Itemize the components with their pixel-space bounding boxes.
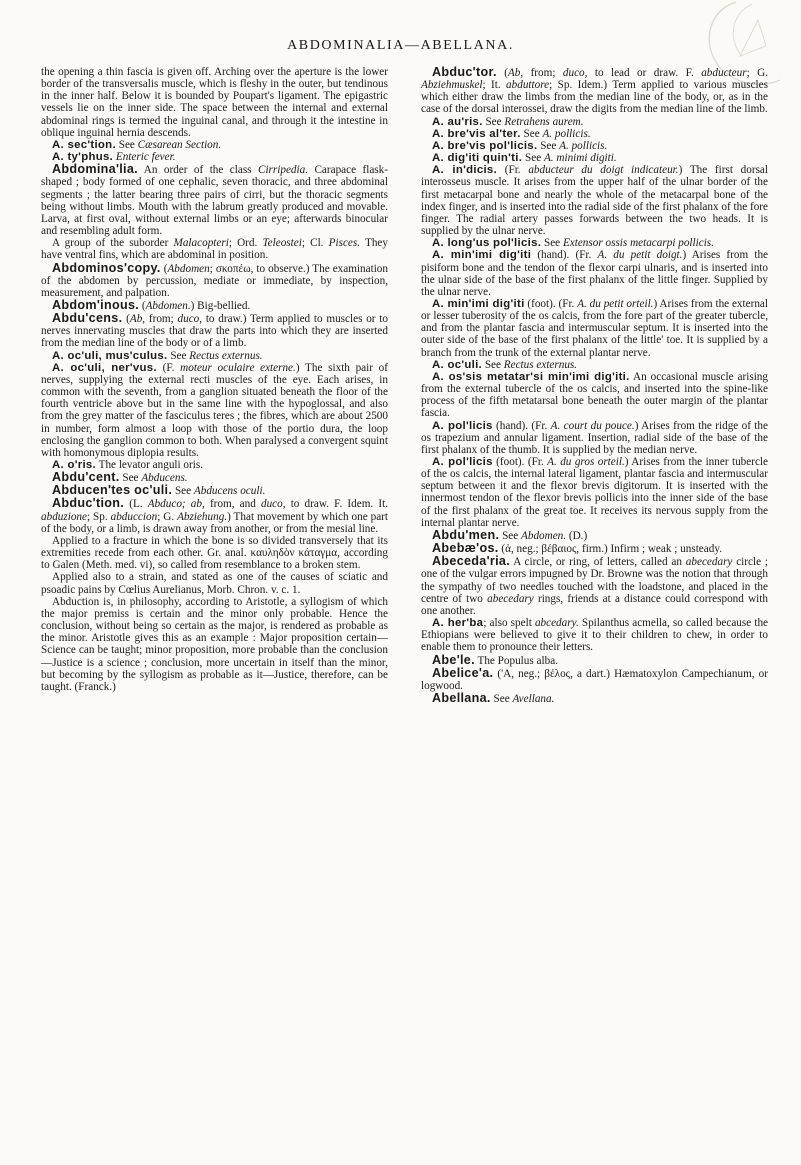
dictionary-entry bbox=[421, 128, 768, 140]
entry-text: Abduction is, in philosophy, according to Aristotle, a syllogism of which the major premiss is certain and the minor only probable. Hence the conclusion, without being so certain as the major, is rendered as probable as the minor. Aristotle gives this as an example : Major proposition certain—Science can be taught; minor proposition, more probable than the conclusion—Justice is a science ; conclusion, more uncertain in itself than the minor, but becoming by the syllogism as probable as it—Justice, therefore, can be taught. (Franck.) bbox=[41, 595, 388, 693]
italic-text: Pisces. bbox=[328, 237, 361, 250]
dictionary-entry bbox=[41, 535, 388, 571]
italic-text: Extensor ossis metacarpi pollicis. bbox=[562, 237, 714, 250]
sub-headword: A. in'dicis. bbox=[432, 164, 498, 177]
dictionary-entry bbox=[421, 371, 768, 420]
dictionary-entry bbox=[421, 667, 768, 692]
running-header: ABDOMINALIA—ABELLANA. bbox=[287, 38, 514, 53]
entry-text: The levator anguli oris. bbox=[96, 459, 204, 471]
entry-text: the opening a thin fascia is given off. Arching over the aperture is the lower border of the transversalis muscle, which is fleshy in the outer, but tendinous in the inner half. Below it is bounded by Poupart's ligament. The epigastric vessels lie on the inner side. The space between the internal and external abdominal rings is termed the inguinal canal, and through it the intestine in oblique inguinal hernia descends. bbox=[41, 66, 388, 139]
italic-text: Abdomen. bbox=[521, 529, 567, 542]
sub-headword: A. sec'tion. bbox=[52, 138, 116, 151]
italic-text: Teleostei bbox=[262, 237, 302, 250]
headword: Abdu'men. bbox=[432, 527, 500, 542]
entry-text: ; Ord. bbox=[228, 237, 263, 250]
entry-text: ( bbox=[139, 299, 146, 312]
italic-text: Retrahens aurem. bbox=[504, 115, 584, 128]
dictionary-entry bbox=[421, 237, 768, 249]
entry-text: ; It. bbox=[482, 79, 507, 92]
headword: Abellana. bbox=[432, 690, 491, 705]
entry-text: ('A, neg.; βέλος, a dart.) Hæmatoxylon Campechianum, or logwood. bbox=[421, 667, 768, 692]
dictionary-entry bbox=[421, 617, 768, 653]
italic-text: Abdomen bbox=[167, 262, 210, 275]
entry-text: ; G. bbox=[157, 510, 178, 523]
sub-headword: A. bre'vis al'ter. bbox=[432, 127, 521, 140]
sub-headword: A. dig'iti quin'ti. bbox=[432, 152, 523, 165]
italic-text: Ab, bbox=[129, 313, 146, 326]
italic-text: moteur oculaire externe. bbox=[180, 361, 296, 374]
italic-text: duco, bbox=[260, 498, 286, 511]
entry-text: (hand). (Fr. bbox=[531, 249, 598, 262]
dictionary-entry bbox=[41, 66, 388, 139]
entry-text: ) Arises from the ridge of the os trapezium and annular ligament. Insertion, radial side of the base of the first phalanx of the thumb. It is supplied by the median nerve. bbox=[421, 419, 768, 456]
entry-text: from; bbox=[523, 67, 563, 79]
entry-text: A group of the suborder bbox=[52, 237, 174, 250]
italic-text: A. du petit orteil. bbox=[577, 297, 654, 310]
dictionary-entry bbox=[421, 152, 768, 164]
dictionary-entry bbox=[421, 420, 768, 456]
italic-text: A. pollicis. bbox=[542, 127, 591, 140]
headword: Abdu'cens. bbox=[52, 311, 123, 326]
sub-headword: A. pol'licis bbox=[432, 419, 493, 432]
entry-text: (hand). (Fr. bbox=[492, 419, 551, 432]
headword: Abeceda'ria. bbox=[432, 554, 510, 569]
entry-text: They have ventral fins, which are abdominal in position. bbox=[41, 237, 388, 262]
sub-headword: A. bre'vis pol'licis. bbox=[432, 139, 538, 152]
dictionary-entry bbox=[41, 312, 388, 349]
entry-text: (foot). (Fr. bbox=[524, 297, 578, 310]
italic-text: Abduco; ab, bbox=[147, 498, 205, 511]
entry-text: See bbox=[522, 152, 544, 165]
italic-text: abducteur bbox=[701, 67, 747, 79]
dictionary-entry bbox=[421, 692, 768, 705]
headword: Abducen'tes oc'uli. bbox=[52, 483, 173, 498]
entry-text: ) The first dorsal interosseus muscle. It arises from the upper half of the ulnar border of the first metacarpal bone and nearly the whole of the metacarpal bone of the index finger, and is inserted into the radial side of the first phalanx of the fore finger. The radial artery passes forwards between the two heads. It is supplied by the ulnar nerve. bbox=[421, 164, 769, 238]
italic-text: A. pollicis. bbox=[559, 139, 608, 152]
italic-text: Abziehmuskel bbox=[421, 79, 483, 92]
italic-text: A. minimi digiti. bbox=[543, 152, 617, 165]
italic-text: Ab, bbox=[507, 67, 524, 79]
headword: Abdu'cent. bbox=[52, 470, 120, 485]
left-column bbox=[41, 66, 388, 693]
italic-text: Rectus externus. bbox=[189, 349, 263, 362]
dictionary-entry bbox=[421, 249, 768, 298]
entry-text: An occasional muscle arising from the external tubercle of the os calcis, and inserted into the spine-like process of the fifth metatarsal bone beneath the outer margin of the plantar fascia. bbox=[421, 370, 768, 420]
sub-headword: A. long'us pol'licis. bbox=[432, 237, 542, 250]
sub-headword: A. min'imi dig'iti bbox=[432, 249, 532, 262]
entry-text: Carapace flask-shaped ; body formed of one cephalic, seven thoracic, and three abdominal segments ; the latter bearing three pairs of cirri, but the thoracic segments being without limbs. Mouth with the labrum greatly produced and movable. Larva, at first oval, without external limbs or an eye; afterwards binocular and resembling adult form. bbox=[41, 164, 388, 238]
entry-text: (Fr. bbox=[497, 164, 529, 177]
italic-text: Abducens oculi. bbox=[193, 485, 266, 498]
entry-text: Applied also to a strain, and stated as one of the causes of sciatic and psoadic pains by Cœlius Aurelianus, Morb. Chron. v. c. 1. bbox=[41, 571, 388, 596]
entry-text: from; bbox=[145, 313, 178, 326]
entry-text: See bbox=[482, 358, 504, 371]
entry-text: See bbox=[119, 472, 142, 485]
italic-text: Abdomen. bbox=[145, 299, 191, 312]
italic-text: Abziehung. bbox=[177, 510, 228, 523]
entry-text: See bbox=[115, 138, 138, 151]
sub-headword: A. oc'uli. bbox=[432, 358, 483, 371]
entry-text: See bbox=[482, 115, 505, 128]
dictionary-entry bbox=[41, 571, 388, 595]
sub-headword: A. au'ris. bbox=[432, 115, 483, 128]
headword: Abe'le. bbox=[432, 652, 475, 667]
entry-text: A circle, or ring, of letters, called an bbox=[510, 556, 686, 569]
entry-text: to draw.) Term applied to muscles or to nerves innervating muscles that draw the parts into which they are inserted from the median line of the body or of a limb. bbox=[41, 313, 388, 350]
dictionary-entry bbox=[421, 116, 768, 128]
headword: Abdomina'lia. bbox=[52, 162, 138, 177]
sub-headword: A. pol'licis bbox=[432, 456, 493, 468]
entry-text: to draw. F. Idem. It. bbox=[285, 498, 388, 511]
italic-text: A. court du pouce. bbox=[550, 419, 635, 432]
italic-text: abecedary bbox=[487, 592, 534, 605]
dictionary-entry bbox=[421, 456, 768, 529]
entry-text: Spilanthus acmella, so called because the Ethiopians were believed to give it to their children to chew, in order to enable them to pronounce their letters. bbox=[421, 617, 769, 654]
entry-text: (F. bbox=[156, 361, 181, 374]
headword: Abdom'inous. bbox=[52, 297, 140, 312]
entry-text: (ἀ, neg.; βέβαιος, firm.) Infirm ; weak ; unsteady. bbox=[498, 543, 722, 556]
italic-text: abecedary bbox=[685, 556, 733, 569]
dictionary-entry bbox=[41, 497, 388, 534]
italic-text: abcedary. bbox=[534, 617, 579, 630]
entry-text: See bbox=[541, 237, 563, 250]
entry-text: (D.) bbox=[566, 529, 588, 542]
headword: Abebæ'os. bbox=[432, 541, 499, 556]
entry-text: ) Arises from the pisiform bone and the tendon of the flexor carpi ulnaris, and is inserted into the ulnar side of the base of the first phalanx of the little finger. Supplied by the ulnar nerve. bbox=[421, 249, 769, 298]
entry-text: An order of the class bbox=[137, 164, 258, 177]
italic-text: Cirripedia. bbox=[257, 164, 309, 177]
dictionary-entry bbox=[41, 237, 388, 261]
italic-text: Cæsarean Section. bbox=[137, 138, 222, 151]
entry-text: ; also spelt bbox=[483, 617, 535, 630]
italic-text: A. du petit doigt. bbox=[597, 249, 683, 262]
dictionary-entry bbox=[421, 359, 768, 371]
italic-text: abduttore bbox=[506, 79, 550, 92]
italic-text: duco, bbox=[562, 67, 588, 79]
entry-text: ; Cl. bbox=[301, 237, 329, 250]
sub-headword: A. min'imi dig'iti bbox=[432, 297, 525, 310]
dictionary-entry bbox=[421, 66, 768, 116]
entry-text: The Populus alba. bbox=[474, 654, 558, 667]
headword: Abdominos'copy. bbox=[52, 260, 161, 275]
dictionary-entry bbox=[41, 350, 388, 362]
entry-text: ( bbox=[496, 67, 508, 79]
sub-headword: A. os'sis metatar'si min'imi dig'iti. bbox=[432, 370, 630, 383]
entry-text: See bbox=[167, 349, 190, 362]
dictionary-entry bbox=[41, 262, 388, 299]
italic-text: Rectus externus. bbox=[503, 358, 578, 371]
entry-text: Applied to a fracture in which the bone is so divided transversely that its extremities recede from each other. Gr. anal. καυληδὸν κάταγμα, according to Galen (Meth. med. vi), so called from resemblance to a broken stem. bbox=[41, 534, 388, 572]
dictionary-entry bbox=[41, 362, 388, 459]
sub-headword: A. o'ris. bbox=[52, 459, 97, 471]
dictionary-entry bbox=[41, 163, 388, 237]
italic-text: Malacopteri bbox=[173, 237, 229, 250]
entry-text: ) The sixth pair of nerves, supplying the external recti muscles of the eye. Each arises, in common with the seventh, from a ganglion situated beneath the floor of the fourth ventricle above but in the same line with the hypoglossal, and also from the grey matter of the fasciculus teres ; the fibres, which are about 2500 in number, form almost a loop with those of the portio dura, the loop enclosing the ganglion common to both. When paralysed a convergent squint with homonymous diplopia results. bbox=[41, 361, 388, 459]
dictionary-entry bbox=[421, 140, 768, 152]
entry-text: See bbox=[499, 529, 522, 542]
entry-text: (L. bbox=[124, 498, 148, 511]
entry-text: to lead or draw. F. bbox=[587, 67, 702, 79]
italic-text: Abducens. bbox=[141, 472, 188, 485]
entry-text: ; Sp. Idem.) Term applied to various muscles which either draw the limbs from the median line of the body, or, as in the case of the dorsal interossei, draw the digits from the median line of the limb. bbox=[421, 79, 768, 116]
italic-text: abducteur du doigt indicateur. bbox=[528, 164, 679, 177]
entry-text: See bbox=[490, 692, 513, 705]
entry-text: ( bbox=[122, 313, 130, 326]
entry-text: (foot). (Fr. bbox=[492, 456, 548, 468]
sub-headword: A. oc'uli, ner'vus. bbox=[52, 361, 157, 374]
headword: Abduc'tor. bbox=[432, 65, 497, 79]
dictionary-entry bbox=[421, 164, 768, 237]
dictionary-entry bbox=[41, 596, 388, 693]
sub-headword: A. oc'uli, mus'culus. bbox=[52, 349, 168, 362]
dictionary-entry bbox=[421, 298, 768, 359]
entry-text: ) Big-bellied. bbox=[190, 299, 251, 312]
italic-text: Avellana. bbox=[512, 692, 555, 705]
italic-text: abduzione bbox=[41, 510, 87, 523]
entry-text: ; G. bbox=[746, 67, 768, 79]
italic-text: abduccion bbox=[110, 510, 158, 523]
entry-text: ( bbox=[160, 262, 168, 275]
dictionary-entry bbox=[421, 555, 768, 617]
headword: Abelice'a. bbox=[432, 665, 494, 680]
entry-text: ) Arises from the external or lesser tuberosity of the os calcis, from the fore part of the greater tubercle, and from the plantar fascia and intermuscular septum. It is inserted into the outer side of the base of the first phalanx of the little' toe. It is supplied by a branch from the trunk of the external plantar nerve. bbox=[421, 297, 768, 359]
entry-text: See bbox=[172, 485, 194, 498]
entry-text: See bbox=[520, 127, 543, 140]
entry-text: See bbox=[537, 139, 560, 152]
italic-text: A. du gros orteil. bbox=[547, 456, 625, 468]
entry-text: circle ; one of the vulgar errors impugned by Dr. Browne was the notion that through the sympathy of two needles touched with the loadstone, and placed in the centre of two bbox=[421, 556, 768, 605]
sub-headword: A. her'ba bbox=[432, 617, 484, 630]
sub-headword: A. ty'phus. bbox=[52, 151, 114, 164]
italic-text: Enteric fever. bbox=[115, 151, 176, 164]
entry-text: ; Sp. bbox=[87, 510, 111, 523]
headword: Abduc'tion. bbox=[52, 496, 125, 511]
entry-text: from, and bbox=[204, 498, 261, 511]
italic-text: duco, bbox=[177, 313, 203, 326]
entry-text: rings, friends at a distance could correspond with one another. bbox=[421, 592, 768, 617]
entry-text: ; σκοπέω, to observe.) The examination of the abdomen by percussion, mediate or immediate, by inspection, measurement, and palpation. bbox=[41, 262, 388, 299]
entry-text: ) That movement by which one part of the body, or a limb, is drawn away from another, or from the mesial line. bbox=[41, 510, 389, 535]
dictionary-entry bbox=[41, 139, 388, 151]
entry-text: ) Arises from the inner tubercle of the os calcis, the internal lateral ligament, plantar fascia and intermuscular septum between it and the flexor brevis digitorum. It is inserted with the innermost tendon of the flexor brevis pollicis into the inner side of the base of the first phalanx of the great toe. It receives its nervous supply from the internal plantar nerve. bbox=[421, 456, 769, 529]
right-column bbox=[421, 66, 768, 705]
